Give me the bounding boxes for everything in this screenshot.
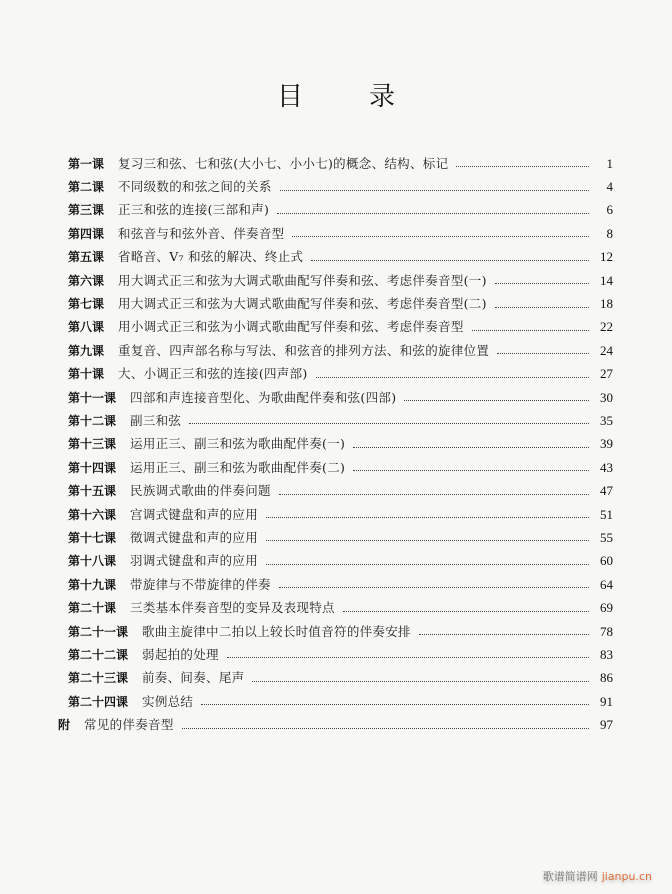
toc-title: 四部和声连接音型化、为歌曲配伴奏和弦(四部) — [130, 389, 397, 405]
toc-title: 大、小调正三和弦的连接(四声部) — [118, 366, 308, 382]
toc-label: 第四课 — [68, 226, 105, 241]
toc-label: 第十二课 — [68, 413, 117, 428]
toc-entry-1[interactable] — [68, 152, 613, 175]
toc-entry-3[interactable] — [68, 199, 613, 222]
toc-title: 正三和弦的连接(三部和声) — [118, 202, 270, 218]
leader-dots — [353, 468, 589, 471]
toc-entry-14[interactable] — [68, 456, 613, 479]
toc-entry-4[interactable] — [68, 222, 613, 245]
title-char-2: 录 — [369, 82, 396, 112]
toc-label: 第十九课 — [68, 577, 117, 592]
leader-dots — [227, 655, 589, 658]
toc-page-number: 86 — [600, 670, 613, 686]
leader-dots — [266, 538, 589, 541]
leader-dots — [404, 398, 589, 401]
toc-entry-9[interactable] — [68, 339, 613, 362]
toc-title: 运用正三、副三和弦为歌曲配伴奏(一) — [130, 436, 346, 452]
toc-title: 不同级数的和弦之间的关系 — [118, 179, 272, 195]
toc-entry-12[interactable] — [68, 409, 613, 432]
toc-label: 第十八课 — [68, 554, 117, 569]
toc-page-number: 27 — [600, 366, 613, 382]
leader-dots — [266, 562, 589, 565]
toc-label: 第六课 — [68, 273, 105, 288]
toc-entry-15[interactable] — [68, 479, 613, 502]
toc-entry-13[interactable] — [68, 433, 613, 456]
toc-page-number: 18 — [600, 296, 613, 312]
leader-dots — [343, 609, 589, 612]
toc-entry-5[interactable] — [68, 246, 613, 269]
toc-entry-23[interactable] — [68, 667, 613, 690]
toc-page-number: 6 — [606, 202, 613, 218]
leader-dots — [266, 515, 589, 518]
toc-label: 第十七课 — [68, 530, 117, 545]
toc-title: 三类基本伴奏音型的变异及表现特点 — [130, 600, 335, 616]
toc-title: 前奏、间奏、尾声 — [142, 670, 245, 686]
toc-title: 运用正三、副三和弦为歌曲配伴奏(二) — [130, 459, 346, 475]
toc-title: 用小调式正三和弦为小调式歌曲配写伴奏和弦、考虑伴奏音型 — [118, 319, 464, 335]
leader-dots — [311, 258, 589, 261]
toc-label: 第十五课 — [68, 484, 117, 499]
toc-title: 副三和弦 — [130, 412, 182, 428]
toc-label: 第一课 — [68, 156, 105, 171]
toc-title: 用大调式正三和弦为大调式歌曲配写伴奏和弦、考虑伴奏音型(一) — [118, 272, 487, 288]
toc-page-number: 4 — [606, 179, 613, 195]
toc-label: 第十四课 — [68, 460, 117, 475]
toc-label: 第三课 — [68, 203, 105, 218]
toc-entry-8[interactable] — [68, 316, 613, 339]
toc-page-number: 60 — [600, 553, 613, 569]
toc-label: 第十三课 — [68, 437, 117, 452]
toc-label: 第十课 — [68, 367, 105, 382]
toc-entry-18[interactable] — [68, 550, 613, 573]
toc-entry-10[interactable] — [68, 363, 613, 386]
toc-title: 复习三和弦、七和弦(大小七、小小七)的概念、结构、标记 — [118, 155, 449, 171]
leader-dots — [189, 421, 589, 424]
toc-entry-21[interactable] — [68, 620, 613, 643]
toc-page-number: 51 — [600, 506, 613, 522]
toc-page-number: 83 — [600, 646, 613, 662]
toc-label: 第二十一课 — [68, 624, 129, 639]
toc-title: 徵调式键盘和声的应用 — [130, 529, 259, 545]
watermark-en: jianpu.cn — [601, 870, 652, 883]
toc-title: 带旋律与不带旋律的伴奏 — [130, 576, 271, 592]
toc-page-number: 43 — [600, 459, 613, 475]
toc-title: 民族调式歌曲的伴奏问题 — [130, 483, 271, 499]
toc-label: 第二十课 — [68, 601, 117, 616]
toc-page-number: 64 — [600, 576, 613, 592]
toc-label: 第七课 — [68, 297, 105, 312]
toc-label: 第八课 — [68, 320, 105, 335]
toc-title: 省略音、V₇ 和弦的解决、终止式 — [118, 249, 304, 265]
toc-page-number: 47 — [600, 483, 613, 499]
toc-label: 附 — [58, 718, 71, 733]
toc-page-number: 30 — [600, 389, 613, 405]
leader-dots — [252, 679, 589, 682]
toc-label: 第十一课 — [68, 390, 117, 405]
leader-dots — [279, 492, 589, 495]
toc-entry-7[interactable] — [68, 292, 613, 315]
toc-entry-11[interactable] — [68, 386, 613, 409]
toc-label: 第二十二课 — [68, 647, 129, 662]
toc-page-number: 55 — [600, 529, 613, 545]
leader-dots — [280, 188, 589, 191]
toc-page-number: 22 — [600, 319, 613, 335]
toc-entry-17[interactable] — [68, 526, 613, 549]
toc-page-number: 91 — [600, 693, 613, 709]
leader-dots — [279, 585, 589, 588]
toc-label: 第五课 — [68, 250, 105, 265]
leader-dots — [472, 328, 589, 331]
toc-entry-6[interactable] — [68, 269, 613, 292]
toc-label: 第十六课 — [68, 507, 117, 522]
leader-dots — [353, 445, 589, 448]
toc-title: 歌曲主旋律中二拍以上较长时值音符的伴奏安排 — [142, 623, 411, 639]
toc-page-number: 12 — [600, 249, 613, 265]
toc-title: 宫调式键盘和声的应用 — [130, 506, 259, 522]
watermark-cn: 歌谱简谱网 — [542, 870, 598, 883]
toc-page-number: 1 — [606, 155, 613, 171]
toc-title: 弱起拍的处理 — [142, 646, 219, 662]
toc-title: 羽调式键盘和声的应用 — [130, 553, 259, 569]
page-title — [0, 76, 672, 113]
toc-page-number: 78 — [600, 623, 613, 639]
leader-dots — [495, 281, 589, 284]
watermark — [543, 868, 652, 884]
toc-page-number: 97 — [600, 717, 613, 733]
toc-title: 和弦音与和弦外音、伴奏音型 — [118, 225, 285, 241]
leader-dots — [419, 632, 589, 635]
toc-title: 重复音、四声部名称与写法、和弦音的排列方法、和弦的旋律位置 — [118, 342, 490, 358]
toc-label: 第二课 — [68, 180, 105, 195]
leader-dots — [316, 375, 589, 378]
toc-page-number: 24 — [600, 342, 613, 358]
toc-entry-appendix[interactable] — [58, 713, 613, 736]
toc-entry-16[interactable] — [68, 503, 613, 526]
table-of-contents — [58, 152, 613, 737]
leader-dots — [277, 211, 589, 214]
toc-title: 常见的伴奏音型 — [84, 717, 174, 733]
leader-dots — [456, 164, 589, 167]
toc-label: 第九课 — [68, 343, 105, 358]
toc-page-number: 69 — [600, 600, 613, 616]
toc-label: 第二十四课 — [68, 694, 129, 709]
toc-label: 第二十三课 — [68, 671, 129, 686]
title-char-1: 目 — [276, 82, 303, 112]
toc-page-number: 39 — [600, 436, 613, 452]
toc-page-number: 8 — [606, 225, 613, 241]
toc-title: 实例总结 — [142, 693, 194, 709]
toc-entry-22[interactable] — [68, 643, 613, 666]
toc-entry-20[interactable] — [68, 596, 613, 619]
leader-dots — [201, 702, 589, 705]
leader-dots — [497, 351, 589, 354]
toc-title: 用大调式正三和弦为大调式歌曲配写伴奏和弦、考虑伴奏音型(二) — [118, 296, 487, 312]
leader-dots — [495, 305, 589, 308]
toc-page-number: 35 — [600, 412, 613, 428]
leader-dots — [182, 726, 589, 729]
toc-entry-24[interactable] — [68, 690, 613, 713]
toc-entry-2[interactable] — [68, 175, 613, 198]
leader-dots — [292, 234, 589, 237]
toc-page-number: 14 — [600, 272, 613, 288]
toc-entry-19[interactable] — [68, 573, 613, 596]
